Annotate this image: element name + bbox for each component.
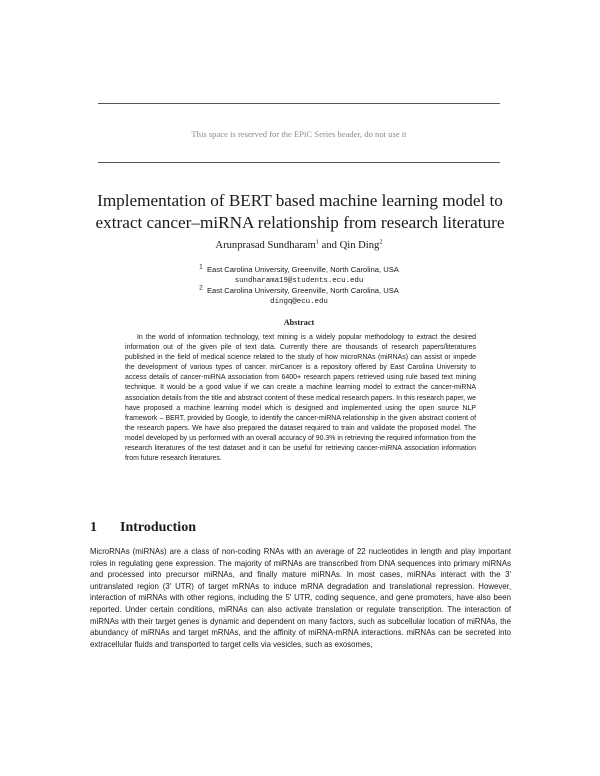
author-name: Arunprasad Sundharam [215, 240, 316, 251]
abstract-text: In the world of information technology, text mining is a widely popular methodology to extract the desired information out of the given pile of text data. Currently there are thousands of research papers/literatures published in the field of medical science related to the study of how microRNAs (miRNAs) can assist or impede the development of various types of cancer. mirCancer is a repository offered by East Carolina University to access details of cancer-miRNA association from 6400+ research papers retrieved using rule based text mining technique. It would be a good value if we can create a machine learning model to extract the cancer-miRNA association details from the title and abstract content of these medical research papers. In this research paper, we have proposed a machine learning model which is designed and implemented using the open source NLP framework – BERT, provided by Google, to identify the cancer-miRNA relationship in the given abstract content of the research papers. We have also prepared the dataset required to train and validate the proposed model. The model developed by us performed with an overall accuracy of 90.3% in retrieving the required information from the research literatures of the test dataset and it can be useful for retrieving cancer-miRNA association information from future research literatures. [125, 334, 476, 463]
paper-title: Implementation of BERT based machine learning model to extract cancer–miRNA relationship from research literature [95, 191, 505, 232]
header-bottom-rule [98, 162, 500, 163]
section-title: Introduction [120, 520, 196, 535]
affiliation-mark: 2 [199, 284, 203, 292]
abstract-heading: Abstract [283, 318, 315, 327]
author-name: Qin Ding [339, 240, 380, 251]
section-body-text: MicroRNAs (miRNAs) are a class of non-coding RNAs with an average of 22 nucleotides in length and play important roles in regulating gene expression. The majority of miRNAs are transcribed from DNA sequences into primary miRNAs and processed into precursor miRNAs, and finally mature miRNAs. In most cases, miRNAs interact with the 3' untranslated region (3' UTR) of target mRNAs to induce mRNA degradation and translational repression. However, interaction of miRNAs with other regions, including the 5' UTR, coding sequence, and gene promoters, have also been reported. Under certain conditions, miRNAs can also activate translation or regulate transcription. The interaction of miRNAs with their target genes is dynamic and dependent on many factors, such as subcellular location of miRNAs, the abundancy of miRNAs and target mRNAs, and the affinity of miRNA-mRNA interactions. miRNAs can be secreted into extracellular fluids and transported to target cells via vesicles, such as exosomes, [90, 547, 511, 649]
section-heading [90, 520, 510, 536]
author-email[interactable]: sundharama19@students.ecu.edu [234, 277, 364, 285]
affiliation-text: East Carolina University, Greenville, North Carolina, USA [206, 286, 399, 295]
header-top-rule [98, 103, 500, 104]
affiliation-mark: 1 [199, 263, 203, 271]
affiliation-line [98, 286, 500, 295]
section-number: 1 [90, 520, 97, 535]
author-connector: and [319, 240, 340, 251]
author-list [98, 240, 500, 251]
affiliation-text: East Carolina University, Greenville, North Carolina, USA [206, 265, 399, 274]
author-email[interactable]: dingq@ecu.edu [270, 298, 328, 306]
author-affiliation-mark: 1 [315, 238, 319, 246]
author-affiliation-mark: 2 [379, 238, 383, 246]
header-reserved-text: This space is reserved for the EPiC Series header, do not use it [191, 129, 407, 139]
affiliation-line [98, 265, 500, 274]
